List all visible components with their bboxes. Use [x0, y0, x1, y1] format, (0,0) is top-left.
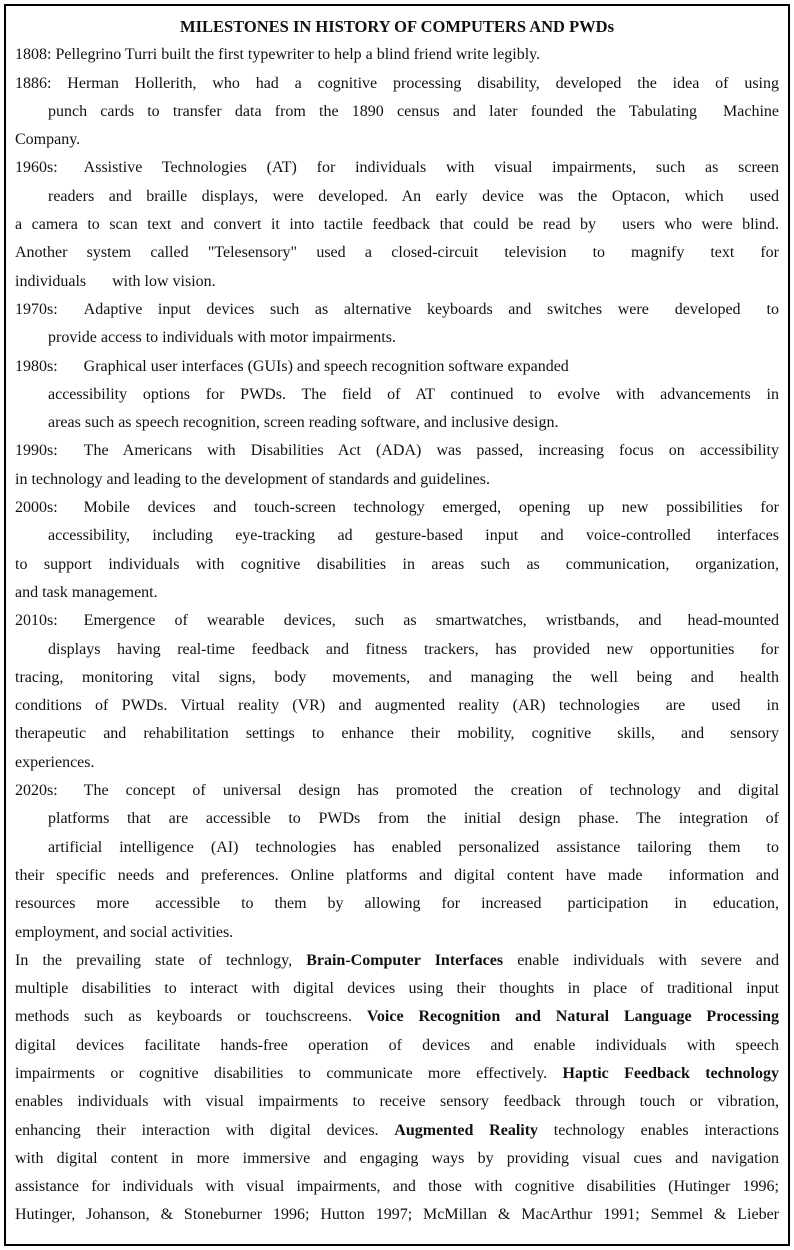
text-line: [15, 749, 779, 777]
tab-space: [655, 737, 681, 738]
text-segment: 1990s:: [15, 442, 58, 460]
text-segment: Graphical user interfaces (GUIs) and speech recognition software expanded: [83, 357, 569, 375]
text-segment: 2000s:: [15, 499, 58, 517]
text-segment: users who were blind.: [621, 216, 779, 234]
text-line: [15, 1088, 779, 1116]
text-segment: individuals: [15, 272, 87, 290]
text-segment: communication,: [565, 555, 670, 573]
text-line: [15, 947, 779, 975]
tab-space: [684, 256, 710, 257]
tab-space: [734, 653, 760, 654]
text-segment: enables individuals with visual impairments to receive sensory feedback through touch or vibration,: [15, 1093, 779, 1111]
text-line: [15, 692, 779, 720]
text-line: [15, 466, 779, 494]
text-line: [15, 636, 779, 664]
bold-text-segment: Augmented Reality: [394, 1121, 539, 1139]
text-line: [15, 805, 779, 833]
text-segment: movements, and managing the well being and: [332, 668, 714, 686]
text-line: [15, 1032, 779, 1060]
text-segment: and task management.: [15, 583, 158, 601]
text-segment: in: [674, 895, 687, 913]
text-segment: television: [504, 244, 567, 262]
document-lines: [15, 41, 779, 1229]
text-line: [15, 126, 779, 154]
text-segment: Company.: [15, 131, 81, 149]
tab-space: [687, 907, 713, 908]
text-line: [15, 494, 779, 522]
text-segment: organization,: [695, 555, 779, 573]
text-segment: platforms that are accessible to PWDs from the initial design phase. The integration of: [48, 810, 779, 828]
text-segment: provide access to individuals with motor impairments.: [48, 329, 396, 347]
tab-space: [734, 256, 760, 257]
text-segment: conditions of PWDs. Virtual reality (VR) and augmented reality (AR) technologies: [15, 697, 640, 715]
text-segment: developed: [674, 300, 741, 318]
tab-space: [724, 200, 750, 201]
text-segment: text: [710, 244, 735, 262]
text-segment: for: [760, 244, 779, 262]
text-segment: assistance for individuals with visual impairments, and those with cognitive disabilities (Hutinger 1996;: [15, 1178, 779, 1196]
tab-space: [685, 709, 711, 710]
text-line: [15, 98, 779, 126]
text-segment: 1970s:: [15, 300, 58, 318]
text-line: [15, 239, 779, 267]
text-segment: The concept of universal design has promoted the creation of technology and digital: [83, 782, 779, 800]
text-line: [15, 41, 779, 69]
text-segment: 2010s:: [15, 612, 58, 630]
tab-space: [741, 709, 767, 710]
tab-space: [697, 115, 723, 116]
text-segment: Machine: [723, 102, 779, 120]
text-segment: tracing, monitoring vital signs, body: [15, 668, 307, 686]
text-segment: Emergence of wearable devices, such as smartwatches, wristbands, and: [83, 612, 662, 630]
text-line: [15, 353, 779, 381]
text-segment: punch cards to transfer data from the 1890 census and later founded the Tabulating: [48, 102, 698, 120]
text-line: [15, 777, 779, 805]
bold-text-segment: Haptic Feedback technology: [562, 1064, 779, 1082]
text-segment: In the prevailing state of technlogy,: [15, 951, 307, 969]
text-line: [15, 834, 779, 862]
tab-space: [714, 681, 740, 682]
text-line: [15, 975, 779, 1003]
text-segment: 1886: Herman Hollerith, who had a cognitive processing disability, developed the idea of using: [15, 74, 779, 92]
text-segment: used: [711, 697, 741, 715]
text-segment: Assistive Technologies (AT) for individuals with visual impairments, such as screen: [83, 159, 779, 177]
bold-text-segment: Brain-Computer Interfaces: [306, 951, 504, 969]
text-segment: in technology and leading to the development of standards and guidelines.: [15, 470, 490, 488]
text-segment: to: [766, 838, 779, 856]
text-segment: education,: [712, 895, 779, 913]
text-segment: experiences.: [15, 753, 95, 771]
text-line: [15, 1117, 779, 1145]
tab-space: [605, 256, 631, 257]
tab-space: [58, 313, 84, 314]
text-segment: information and: [668, 866, 779, 884]
tab-space: [648, 907, 674, 908]
text-segment: a camera to scan text and convert it into tactile feedback that could be read by: [15, 216, 596, 234]
text-segment: employment, and social activities.: [15, 923, 234, 941]
text-line: [15, 664, 779, 692]
text-segment: in: [766, 697, 779, 715]
text-line: [15, 890, 779, 918]
text-segment: head-mounted: [687, 612, 779, 630]
text-segment: Mobile devices and touch-screen technology emerged, opening up new possibilities for: [83, 499, 779, 517]
text-segment: participation: [567, 895, 649, 913]
bold-text-segment: Voice Recognition and Natural Language Processing: [366, 1008, 779, 1026]
text-segment: interfaces: [716, 527, 779, 545]
tab-space: [596, 228, 622, 229]
text-segment: impairments or cognitive disabilities to communicate more effectively.: [15, 1064, 563, 1082]
text-line: [15, 296, 779, 324]
page-border: [4, 4, 790, 1246]
text-line: [15, 183, 779, 211]
text-segment: digital devices facilitate hands-free operation of devices and enable individuals with speech: [15, 1036, 779, 1054]
text-segment: their specific needs and preferences. Online platforms and digital content have made: [15, 866, 643, 884]
document-title: MILESTONES IN HISTORY OF COMPUTERS AND PWDs: [180, 17, 614, 36]
tab-space: [58, 794, 84, 795]
tab-space: [58, 454, 84, 455]
text-segment: displays having real-time feedback and fitness trackers, has provided new opportunities: [48, 640, 735, 658]
text-segment: 1808: Pellegrino Turri built the first typewriter to help a blind friend write legibly.: [15, 46, 541, 64]
tab-space: [691, 539, 717, 540]
tab-space: [741, 313, 767, 314]
text-line: [15, 70, 779, 98]
text-line: [15, 381, 779, 409]
tab-space: [542, 907, 568, 908]
tab-space: [58, 370, 84, 371]
text-segment: accessibility, including eye-tracking ad gesture-based input and voice-controlled: [48, 527, 691, 545]
text-segment: Adaptive input devices such as alternative keyboards and switches were: [83, 300, 649, 318]
text-segment: to: [766, 300, 779, 318]
text-segment: health: [739, 668, 779, 686]
text-segment: areas such as speech recognition, screen reading software, and inclusive design.: [48, 414, 559, 432]
text-segment: artificial intelligence (AI) technologies has enabled personalized assistance tailoring them: [48, 838, 741, 856]
text-segment: 1960s:: [15, 159, 58, 177]
tab-space: [591, 737, 617, 738]
tab-space: [58, 624, 84, 625]
text-line: [15, 862, 779, 890]
text-line: [15, 1060, 779, 1088]
text-line: [15, 154, 779, 182]
text-segment: Hutinger, Johanson, & Stoneburner 1996; Hutton 1997; McMillan & MacArthur 1991; Semmel & Lieber: [15, 1206, 779, 1224]
text-segment: resources more: [15, 895, 130, 913]
tab-space: [58, 171, 84, 172]
text-line: [15, 437, 779, 465]
text-segment: with low vision.: [112, 272, 216, 290]
text-line: [15, 211, 779, 239]
tab-space: [649, 313, 675, 314]
text-line: [15, 1145, 779, 1173]
text-line: [15, 522, 779, 550]
tab-space: [306, 681, 332, 682]
text-segment: to support individuals with cognitive disabilities in areas such as: [15, 555, 540, 573]
text-line: [15, 579, 779, 607]
text-segment: for: [760, 640, 779, 658]
text-segment: used: [749, 187, 779, 205]
text-segment: readers and braille displays, were developed. An early device was the Optacon, which: [48, 187, 724, 205]
text-segment: to: [592, 244, 606, 262]
text-segment: sensory: [730, 725, 779, 743]
text-segment: technology enables interactions: [538, 1121, 779, 1139]
text-segment: magnify: [631, 244, 685, 262]
text-segment: methods such as keyboards or touchscreens.: [15, 1008, 367, 1026]
text-line: [15, 324, 779, 352]
text-segment: accessibility options for PWDs. The field of AT continued to evolve with advancements in: [48, 385, 779, 403]
text-line: [15, 409, 779, 437]
text-line: [15, 720, 779, 748]
tab-space: [640, 709, 666, 710]
text-line: [15, 1003, 779, 1031]
text-line: [15, 551, 779, 579]
tab-space: [669, 568, 695, 569]
text-segment: accessible to them by allowing for increased: [155, 895, 542, 913]
tab-space: [58, 511, 84, 512]
text-line: [15, 1201, 779, 1229]
text-segment: therapeutic and rehabilitation settings to enhance their mobility, cognitive: [15, 725, 592, 743]
tab-space: [661, 624, 687, 625]
tab-space: [567, 256, 593, 257]
text-segment: enhancing their interaction with digital devices.: [15, 1121, 395, 1139]
text-line: [15, 919, 779, 947]
tab-space: [741, 851, 767, 852]
text-segment: and: [681, 725, 705, 743]
text-segment: are: [665, 697, 686, 715]
tab-space: [643, 879, 669, 880]
tab-space: [478, 256, 504, 257]
text-line: [15, 268, 779, 296]
tab-space: [129, 907, 155, 908]
text-segment: 2020s:: [15, 782, 58, 800]
tab-space: [704, 737, 730, 738]
text-segment: enable individuals with severe and: [503, 951, 779, 969]
text-segment: with digital content in more immersive and engaging ways by providing visual cues and navigation: [15, 1149, 779, 1167]
text-segment: multiple disabilities to interact with digital devices using their thoughts in place of traditional input: [15, 980, 779, 998]
text-segment: 1980s:: [15, 357, 58, 375]
tab-space: [86, 285, 112, 286]
text-line: [15, 1173, 779, 1201]
text-line: [15, 607, 779, 635]
text-segment: skills,: [617, 725, 655, 743]
text-segment: The Americans with Disabilities Act (ADA) was passed, increasing focus on accessibility: [83, 442, 779, 460]
text-segment: Another system called "Telesensory" used a closed-circuit: [15, 244, 479, 262]
tab-space: [540, 568, 566, 569]
